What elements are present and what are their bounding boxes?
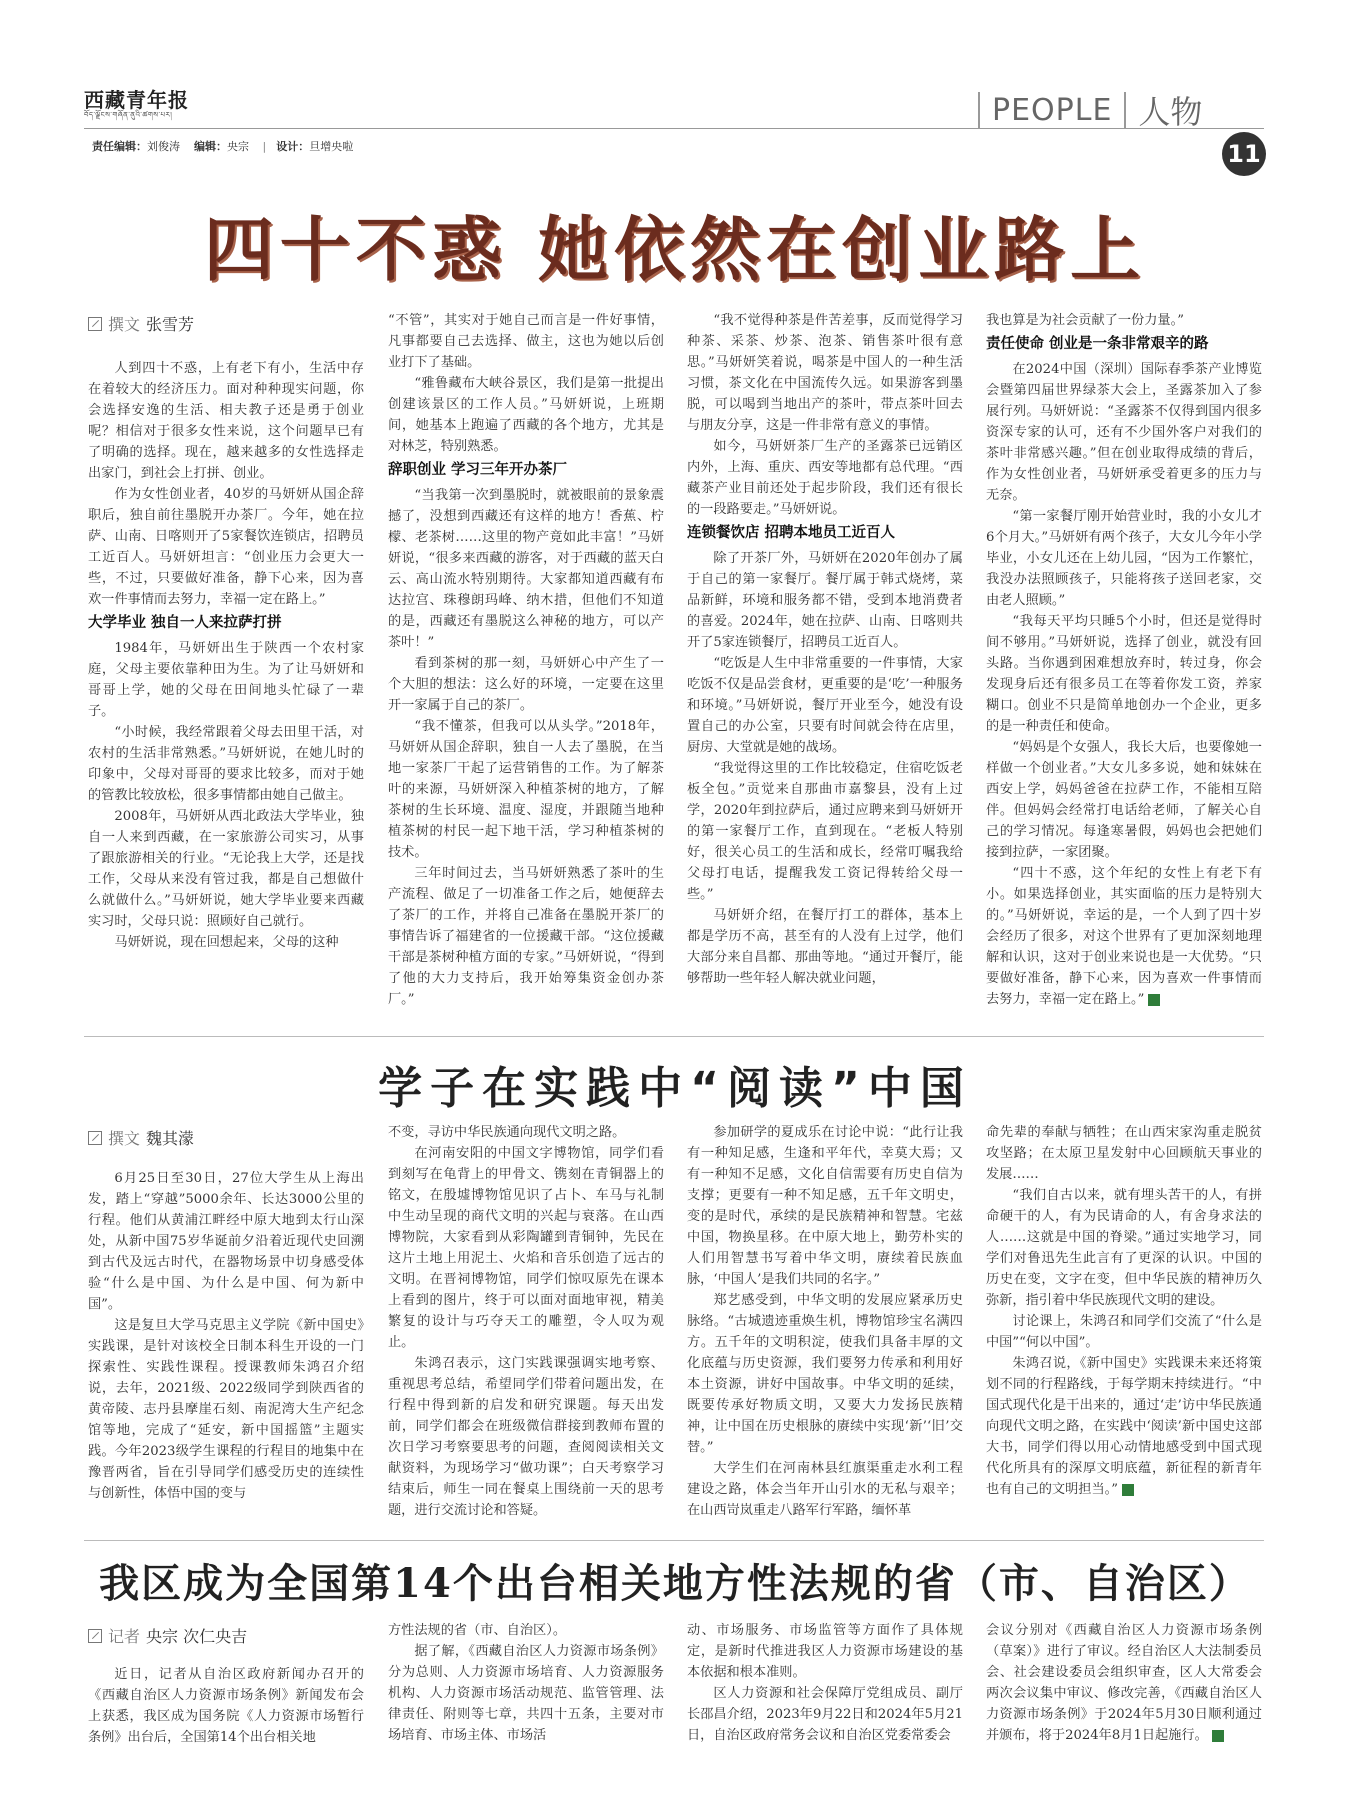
paragraph: 除了开茶厂外，马妍妍在2020年创办了属于自己的第一家餐厅。餐厅属于韩式烧烤，菜品新鲜，环境和服务都不错，受到本地消费者的喜爱。2024年，她在拉萨、山南、日喀则共开了5家连锁餐厅，招聘员工近百人。 (687, 551, 963, 650)
paragraph: 1984年，马妍妍出生于陕西一个农村家庭，父母主要依靠种田为生。为了让马妍妍和哥哥上学，她的父母在田间地头忙碌了一辈子。 (88, 641, 364, 719)
section-en: PEOPLE (992, 92, 1113, 128)
paragraph: 不变，寻访中华民族通向现代文明之路。 (388, 1125, 626, 1140)
section-zh: 人物 (1138, 93, 1203, 131)
section-divider (1124, 92, 1126, 128)
article-divider (84, 1540, 1264, 1541)
subheading: 责任使命 创业是一条非常艰辛的路 (986, 336, 1209, 352)
paragraph: 近日，记者从自治区政府新闻办召开的《西藏自治区人力资源市场条例》新闻发布会上获悉，我区成为国务院《人力资源市场暂行条例》出台后，全国第14个出台相关地 (88, 1667, 364, 1745)
paragraph: 2008年，马妍妍从西北政法大学毕业，独自一人来到西藏，在一家旅游公司实习，从事了跟旅游相关的行业。“无论我上大学，还是找工作，父母从来没有管过我，都是自己想做什么就做什么。”马妍妍说，她大学毕业要来西藏实习时，父母只说：照顾好自己就行。 (88, 809, 364, 929)
article3-column (388, 1620, 664, 1804)
paragraph: “小时候，我经常跟着父母去田里干活，对农村的生活非常熟悉。”马妍妍说，在她儿时的印象中，父母对哥哥的要求比较多，而对于她的管教比较放松，很多事情都由她自己做主。 (88, 725, 364, 803)
paragraph: 区人力资源和社会保障厅党组成员、副厅长邵昌介绍，2023年9月22日和2024年5月21日，自治区政府常务会议和自治区党委常委会 (687, 1686, 963, 1743)
newspaper-name: 西藏青年报 (84, 88, 189, 112)
article2-column (687, 1122, 963, 1532)
article2-column (388, 1122, 664, 1532)
paragraph: “不管”，其实对于她自己而言是一件好事情，凡事都要自己去选择、做主，这也为她以后创业打下了基础。 (388, 313, 664, 370)
paragraph: 据了解，《西藏自治区人力资源市场条例》分为总则、人力资源市场培育、人力资源服务机构、人力资源市场活动规范、监管管理、法律责任、附则等七章，共四十五条，主要对市场培育、市场主体、市场活 (388, 1644, 664, 1743)
article3-headline: 我区成为全国第14个出台相关地方性法规的省（市、自治区） (99, 1560, 1251, 1607)
paragraph: 这是复旦大学马克思主义学院《新中国史》实践课，是针对该校全日制本科生开设的一门探索性、实践性课程。授课教师朱鸿召介绍说，去年，2021级、2022级同学到陕西省的黄帝陵、志丹县摩崖石刻、南泥湾大生产纪念馆等地，完成了“延安，新中国摇篮”主题实践。今年2023级学生课程的行程目的地集中在豫晋两省，旨在引导同学们感受历史的连续性与创新性，体悟中国的变与 (88, 1318, 364, 1501)
section-divider (978, 92, 980, 128)
article1-headline: 四十不惑 她依然在创业路上 (203, 209, 1147, 291)
article-divider (84, 1036, 1264, 1037)
article1-column (388, 310, 664, 1024)
section-label (966, 90, 1202, 130)
paragraph: 三年时间过去，当马妍妍熟悉了茶叶的生产流程、做足了一切准备工作之后，她便辞去了茶厂的工作，并将自己准备在墨脱开茶厂的事情告诉了福建省的一位援藏干部。“这位援藏干部是茶树种植方面的专家。”马妍妍说，“得到了他的大力支持后，我开始筹集资金创办茶厂。” (388, 866, 664, 1007)
article2-column (88, 1168, 364, 1532)
article1-column (88, 358, 364, 1024)
subheading: 大学毕业 独自一人来拉萨打拼 (88, 615, 282, 631)
pen-icon (88, 1629, 102, 1643)
paragraph: 作为女性创业者，40岁的马妍妍从国企辞职后，独自前往墨脱开办茶厂。今年，她在拉萨、山南、日喀则开了5家餐饮连锁店，招聘员工近百人。马妍妍坦言：“创业压力会更大一些，不过，只要做好准备，静下心来，因为喜欢一件事情而去努力，幸福一定在路上。” (88, 487, 364, 607)
article1-byline: 撰文 张雪芳 (88, 312, 194, 335)
paragraph: 动、市场服务、市场监管等方面作了具体规定，是新时代推进我区人力资源市场建设的基本依据和根本准则。 (687, 1623, 963, 1680)
paragraph: “妈妈是个女强人，我长大后，也要像她一样做一个创业者。”大女儿多多说，她和妹妹在西安上学，妈妈爸爸在拉萨工作，不能相互陪伴。但妈妈会经常打电话给老师，了解关心自己的学习情况。每逢寒暑假，妈妈也会把她们接到拉萨，一家团聚。 (986, 740, 1262, 860)
article2-byline: 撰文 魏其濛 (88, 1126, 194, 1149)
paragraph: 大学生们在河南林县红旗渠重走水利工程建设之路，体会当年开山引水的无私与艰辛；在山西岢岚重走八路军行军路，缅怀革 (687, 1461, 963, 1518)
paragraph: 在河南安阳的中国文字博物馆，同学们看到刻写在龟背上的甲骨文、镌刻在青铜器上的铭文，在殷墟博物馆见识了占卜、车马与礼制中生动呈现的商代文明的兴起与衰落。在山西博物院，大家看到从彩陶罐到青铜钟，先民在这片土地上用泥土、火焰和音乐创造了远古的文明。在晋祠博物馆，同学们惊叹原先在课本上看到的图片，终于可以面对面地审视，精美繁复的设计与巧夺天工的雕塑，令人叹为观止。 (388, 1146, 664, 1350)
end-mark-icon (1212, 1730, 1224, 1742)
article3-byline: 记者 央宗 次仁央吉 (88, 1624, 247, 1647)
end-mark-icon (1148, 994, 1160, 1006)
article1-column (986, 310, 1262, 1024)
paragraph: “雅鲁藏布大峡谷景区，我们是第一批提出创建该景区的工作人员。”马妍妍说，上班期间，她基本上跑遍了西藏的各个地方，尤其是对林芝，特别熟悉。 (388, 376, 664, 454)
paragraph: 在2024中国（深圳）国际春季茶产业博览会暨第四届世界绿茶大会上，圣露茶加入了参展行列。马妍妍说：“圣露茶不仅得到国内很多资深专家的认可，还有不少国外客户对我们的茶叶非常感兴趣。”但在创业取得成绩的背后，作为女性创业者，马妍妍承受着更多的压力与无奈。 (986, 362, 1262, 503)
page-credits: 责任编辑：刘俊涛 编辑：央宗 | 设计：旦增央啦 (92, 140, 354, 153)
article3-column (88, 1664, 364, 1804)
paragraph: 朱鸿召表示，这门实践课强调实地考察、重视思考总结，希望同学们带着问题出发，在行程中得到新的启发和研究课题。每天出发前，同学们都会在班级微信群接到教师布置的次日学习考察要思考的问题，查阅阅读相关文献资料，为现场学习“做功课”；白天考察学习结束后，师生一同在餐桌上围绕前一天的思考题，进行交流讨论和答疑。 (388, 1356, 664, 1518)
paragraph: 参加研学的夏成乐在讨论中说：“此行让我有一种知足感，生逢和平年代，幸莫大焉；又有一种知不足感，文化自信需要有历史自信为支撑；更要有一种不知足感，五千年文明史，变的是时代，承续的是民族精神和智慧。宅兹中国，物换星移。在中原大地上，勤劳朴实的人们用智慧书写着中华文明，赓续着民族血脉，‘中国人’是我们共同的名字。” (687, 1125, 963, 1287)
paragraph: “四十不惑，这个年纪的女性上有老下有小。如果选择创业，其实面临的压力是特别大的。”马妍妍说，幸运的是，一个人到了四十岁会经历了很多，对这个世界有了更加深刻地理解和认识，这对于创业来说也是一大优势。“只要做好准备，静下心来，因为喜欢一件事情而去努力，幸福一定在路上。” (986, 866, 1262, 1007)
paragraph: 6月25日至30日，27位大学生从上海出发，踏上“穿越”5000余年、长达3000公里的行程。他们从黄浦江畔经中原大地到太行山深处，从新中国75岁华诞前夕沿着近现代史回溯到古代及远古时代，在器物场景中切身感受体验“什么是中国、为什么是中国、何为新中国”。 (88, 1171, 364, 1312)
paragraph: 讨论课上，朱鸿召和同学们交流了“什么是中国”“何以中国”。 (986, 1314, 1262, 1350)
article2-column (986, 1122, 1262, 1532)
article3-column (687, 1620, 963, 1804)
paragraph: “第一家餐厅刚开始营业时，我的小女儿才6个月大。”马妍妍有两个孩子，大女儿今年小学毕业，小女儿还在上幼儿园，“因为工作繁忙，我没办法照顾孩子，只能将孩子送回老家，交由老人照顾。” (986, 509, 1262, 608)
article2-headline: 学子在实践中“阅读”中国 (378, 1063, 972, 1114)
paragraph: 看到茶树的那一刻，马妍妍心中产生了一个大胆的想法：这么好的环境，一定要在这里开一家属于自己的茶厂。 (388, 656, 664, 713)
paragraph: 马妍妍说，现在回想起来，父母的这种 (114, 935, 339, 950)
article3-column (986, 1620, 1262, 1804)
paragraph: 如今，马妍妍茶厂生产的圣露茶已远销区内外，上海、重庆、西安等地都有总代理。“西藏茶产业目前还处于起步阶段，我们还有很长的一段路要走。”马妍妍说。 (687, 439, 963, 517)
page-number: 11 (1222, 132, 1266, 176)
paragraph: “我不懂茶，但我可以从头学。”2018年，马妍妍从国企辞职，独自一人去了墨脱，在当地一家茶厂干起了运营销售的工作。为了解茶叶的来源，马妍妍深入种植茶树的地方，了解茶树的生长环境、温度、湿度，并跟随当地种植茶树的村民一起下地干活，学习种植茶树的技术。 (388, 719, 664, 860)
pen-icon (88, 317, 102, 331)
newspaper-tibetan-name: བོད་ལྗོངས་གཞོན་ནུའི་ཚགས་པར། (84, 111, 173, 119)
paragraph: 会议分别对《西藏自治区人力资源市场条例（草案）》进行了审议。经自治区人大法制委员会、社会建设委员会组织审查，区人大常委会两次会议集中审议、修改完善，《西藏自治区人力资源市场条例》于2024年5月30日顺利通过并颁布，将于2024年8月1日起施行。 (986, 1623, 1262, 1743)
paragraph: 马妍妍介绍，在餐厅打工的群体，基本上都是学历不高，甚至有的人没有上过学，他们大部分来自昌都、那曲等地。“通过开餐厅，能够帮助一些年轻人解决就业问题， (687, 908, 963, 986)
article1-column (687, 310, 963, 1024)
paragraph: 我也算是为社会贡献了一份力量。” (986, 313, 1184, 328)
subheading: 辞职创业 学习三年开办茶厂 (388, 462, 568, 478)
paragraph: 方性法规的省（市、自治区）。 (388, 1623, 567, 1638)
subheading: 连锁餐饮店 招聘本地员工近百人 (687, 525, 896, 541)
paragraph: 郑艺感受到，中华文明的发展应紧承历史脉络。“古城遗迹重焕生机，博物馆珍宝名满四方。五千年的文明积淀，使我们具备丰厚的文化底蕴与历史资源，我们要努力传承和利用好本土资源，讲好中国故事。中华文明的延续，既要传承好物质文明，又要大力发扬民族精神，让中国在历史根脉的赓续中实现‘新’‘旧’交替。” (687, 1293, 963, 1455)
paragraph: “我们自古以来，就有埋头苦干的人，有拼命硬干的人，有为民请命的人，有舍身求法的人……这就是中国的脊梁。”通过实地学习，同学们对鲁迅先生此言有了更深的认识。中国的历史在变，文字在变，但中华民族的精神历久弥新，指引着中华民族现代文明的建设。 (986, 1188, 1262, 1308)
paragraph: 朱鸿召说，《新中国史》实践课未来还将策划不同的行程路线，于每学期末持续进行。“中国式现代化是干出来的，通过‘走’访中华民族通向现代文明之路，在实践中‘阅读’新中国史这部大书，同学们得以用心动情地感受到中国式现代化所具有的深厚文明底蕴，新征程的新青年也有自己的文明担当。” (986, 1356, 1262, 1497)
end-mark-icon (1122, 1484, 1134, 1496)
paragraph: 人到四十不惑，上有老下有小，生活中存在着较大的经济压力。面对种种现实问题，你会选择安逸的生活、相夫教子还是勇于创业呢？相信对于很多女性来说，这个问题早已有了明确的选择。现在，越来越多的女性选择走出家门，到社会上打拼、创业。 (88, 361, 364, 481)
paragraph: “我每天平均只睡5个小时，但还是觉得时间不够用。”马妍妍说，选择了创业，就没有回头路。当你遇到困难想放弃时，转过身，你会发现身后还有很多员工在等着你发工资，养家糊口。创业不只是简单地创办一个企业，更多的是一种责任和使命。 (986, 614, 1262, 734)
paragraph: “当我第一次到墨脱时，就被眼前的景象震撼了，没想到西藏还有这样的地方！香蕉、柠檬、老茶树……这里的物产竟如此丰富！”马妍妍说，“很多来西藏的游客，对于西藏的蓝天白云、高山流水特别期待。大家都知道西藏有布达拉宫、珠穆朗玛峰、纳木措，但他们不知道的是，西藏还有墨脱这么神秘的地方，可以产茶叶！” (388, 488, 664, 650)
paragraph: “我觉得这里的工作比较稳定，住宿吃饭老板全包。”贡觉来自那曲市嘉黎县，没有上过学，2020年到拉萨后，通过应聘来到马妍妍开的第一家餐厅工作，直到现在。“老板人特别好，很关心员工的生活和成长，经常叮嘱我给父母打电话，提醒我发工资记得转给父母一些。” (687, 761, 963, 902)
paragraph: “吃饭是人生中非常重要的一件事情，大家吃饭不仅是品尝食材，更重要的是‘吃’一种服务和环境。”马妍妍说，餐厅开业至今，她没有设置自己的办公室，只要有时间就会待在店里，厨房、大堂就是她的战场。 (687, 656, 963, 755)
pen-icon (88, 1131, 102, 1145)
paragraph: 命先辈的奉献与牺牲；在山西宋家沟重走脱贫攻坚路；在太原卫星发射中心回顾航天事业的发展…… (986, 1125, 1262, 1182)
paragraph: “我不觉得种茶是件苦差事，反而觉得学习种茶、采茶、炒茶、泡茶、销售茶叶很有意思。”马妍妍笑着说，喝茶是中国人的一种生活习惯，茶文化在中国流传久远。如果游客到墨脱，可以喝到当地出产的茶叶，带点茶叶回去与朋友分享，这是一件非常有意义的事情。 (687, 313, 963, 433)
